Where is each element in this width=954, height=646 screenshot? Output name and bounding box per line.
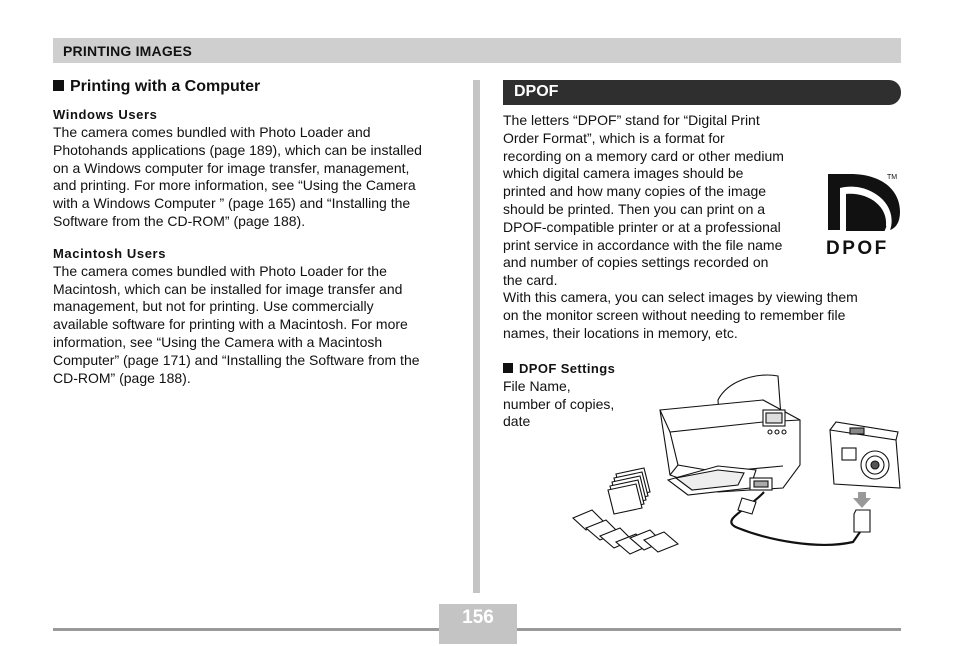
windows-users-text bbox=[53, 124, 458, 231]
windows-users-heading: Windows Users bbox=[53, 107, 158, 122]
text-line: File Name, bbox=[503, 377, 571, 394]
text-line: on a Windows computer for image transfer, management, bbox=[53, 159, 410, 176]
text-line: Macintosh, which can be installed for image transfer and bbox=[53, 280, 403, 297]
text-line: Order Format”, which is a format for bbox=[503, 129, 725, 146]
text-line: The letters “DPOF” stand for “Digital Print bbox=[503, 112, 760, 128]
text-line: CD-ROM” (page 188). bbox=[53, 369, 191, 386]
text-line: The camera comes bundled with Photo Loader and bbox=[53, 124, 371, 140]
dpof-logo-text: DPOF bbox=[826, 238, 889, 259]
text-line: Photohands applications (page 189), which can be installed bbox=[53, 141, 422, 158]
text-line: The camera comes bundled with Photo Loader for the bbox=[53, 262, 387, 279]
dpof-logo bbox=[824, 170, 904, 260]
text-line: with a Windows Computer ” (page 165) and “Installing the bbox=[53, 195, 411, 212]
macintosh-users-heading: Macintosh Users bbox=[53, 245, 167, 261]
text-line: Software from the CD-ROM” (page 188). bbox=[53, 212, 306, 229]
header-title: PRINTING IMAGES bbox=[63, 43, 193, 59]
text-line: information, see “Using the Camera with a Macintosh bbox=[53, 333, 383, 350]
dpof-section-title: DPOF bbox=[514, 83, 559, 100]
text-line: should be printed. Then you can print on a bbox=[503, 200, 766, 217]
trademark-mark: TM bbox=[887, 174, 898, 181]
text-line: which digital camera images should be bbox=[503, 165, 744, 182]
macintosh-users-text bbox=[53, 263, 458, 388]
text-line: recording on a memory card or other medium bbox=[503, 147, 784, 164]
text-line: With this camera, you can select images by viewing them bbox=[503, 289, 858, 305]
page-number: 156 bbox=[462, 607, 494, 628]
printer-icon bbox=[660, 400, 800, 495]
page-number-box bbox=[439, 604, 517, 644]
text-line: on the monitor screen without needing to remember file bbox=[503, 306, 846, 323]
text-line: Computer” (page 171) and “Installing the Software from the bbox=[53, 351, 420, 368]
printer-camera-illustration bbox=[568, 370, 908, 565]
text-line: DPOF-compatible printer or at a professional bbox=[503, 218, 781, 235]
print-stack-icon bbox=[608, 468, 650, 514]
memory-card-icon bbox=[854, 510, 870, 532]
dpof-settings-heading: DPOF Settings bbox=[503, 360, 653, 378]
text-line: print service in accordance with the file name bbox=[503, 236, 783, 253]
left-column bbox=[53, 76, 458, 387]
dpof-description bbox=[503, 112, 808, 290]
text-line: names, their locations in memory, etc. bbox=[503, 324, 738, 341]
header-bar bbox=[53, 38, 901, 63]
square-bullet-icon bbox=[53, 80, 64, 91]
scattered-prints-icon bbox=[573, 510, 678, 554]
text-line: and number of copies settings recorded on bbox=[503, 254, 769, 271]
column-divider bbox=[473, 80, 480, 593]
text-line: the card. bbox=[503, 272, 558, 289]
text-line: number of copies, bbox=[503, 395, 615, 412]
text-line: management, but not for printing. Use commercially bbox=[53, 298, 374, 315]
text-line: and printing. For more information, see “Using the Camera bbox=[53, 177, 416, 194]
down-arrow-icon bbox=[853, 492, 871, 508]
text-line: date bbox=[503, 413, 531, 430]
square-bullet-icon bbox=[503, 363, 513, 373]
dpof-section-bar bbox=[503, 80, 901, 105]
section-title-printing-computer: Printing with a Computer bbox=[53, 76, 458, 98]
digital-camera-icon bbox=[830, 422, 900, 488]
dpof-camera-text bbox=[503, 289, 898, 342]
text-line: available software for printing with a Macintosh. For more bbox=[53, 316, 408, 333]
text-line: printed and how many copies of the image bbox=[503, 183, 767, 200]
